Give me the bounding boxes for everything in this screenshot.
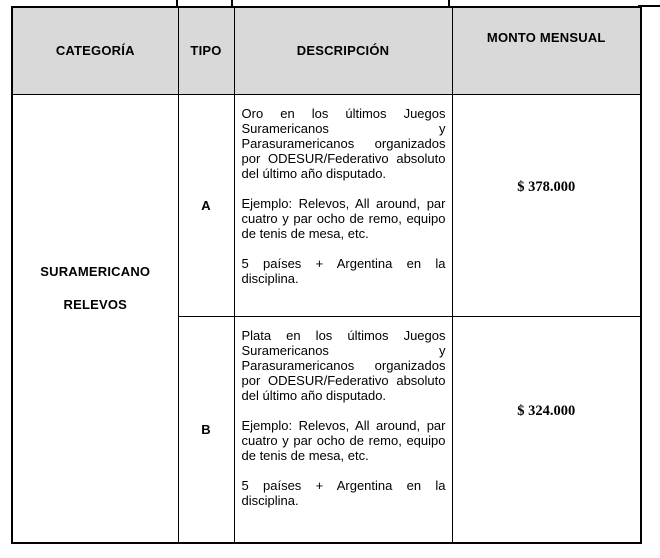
desc-paragraph: Plata en los últimos Juegos Suramericanos y Parasuramericanos organizados por ODESUR/Federativo absoluto del último año disputado.: [241, 327, 446, 403]
desc-paragraph: Oro en los últimos Juegos Suramericanos y Parasuramericanos organizados por ODESUR/Federativo absoluto del último año disputado.: [241, 105, 446, 181]
desc-paragraph: 5 países + Argentina en la disciplina.: [241, 477, 446, 508]
category-line-2: RELEVOS: [63, 297, 128, 313]
desc-paragraph: Ejemplo: Relevos, All around, par cuatro y par ocho de remo, equipo de tenis de mesa, etc.: [241, 195, 446, 241]
monto-cell-b: [452, 316, 641, 543]
monto-cell-a: [452, 94, 641, 316]
tipo-cell-a: A: [178, 94, 234, 316]
category-line-1: SURAMERICANO: [40, 264, 151, 280]
desc-paragraph: 5 países + Argentina en la disciplina.: [241, 255, 446, 286]
header-cell-categoria: CATEGORÍA: [12, 7, 178, 94]
descripcion-cell-a: [234, 94, 452, 316]
category-cell: [12, 94, 178, 543]
monto-value: $ 378.000: [517, 178, 576, 195]
benefits-table: [11, 6, 642, 544]
category-text: [13, 264, 178, 312]
header-cell-tipo: TIPO: [178, 7, 234, 94]
tipo-cell-b: B: [178, 316, 234, 543]
header-cell-descripcion: DESCRIPCIÓN: [234, 7, 452, 94]
monto-value: $ 324.000: [517, 402, 576, 419]
desc-paragraph: Ejemplo: Relevos, All around, par cuatro y par ocho de remo, equipo de tenis de mesa, etc.: [241, 417, 446, 463]
table-header-row: [12, 7, 641, 94]
header-cell-monto-mensual: MONTO MENSUAL: [452, 7, 641, 94]
table-row-tipo-a: [12, 94, 641, 316]
descripcion-cell-b: [234, 316, 452, 543]
